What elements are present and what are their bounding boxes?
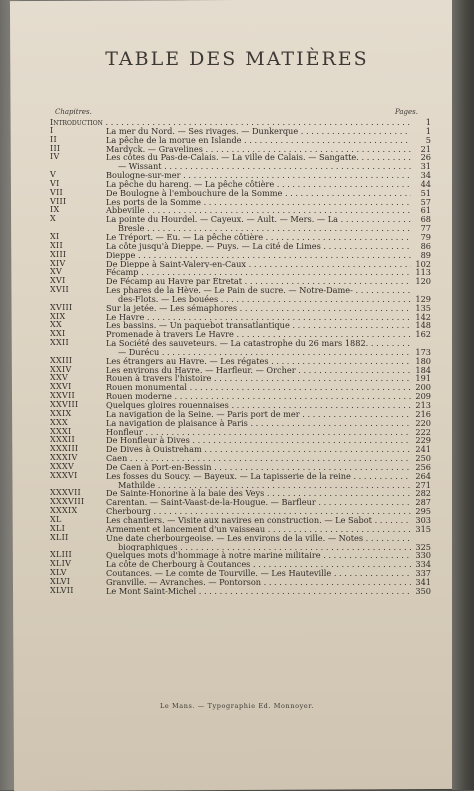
chapter-title: La Société des sauveteurs. — La catastrophe du 26 mars 1882. . . . — [106, 339, 411, 348]
chapter-number: XIII — [50, 249, 67, 259]
chapter-number: XXXVI — [50, 470, 78, 480]
page-number: 250 — [415, 453, 431, 464]
toc-entry — [50, 410, 431, 419]
chapter-title: Armement et lancement d'un vaisseau . . . — [106, 525, 411, 534]
page-number: 337 — [415, 568, 431, 579]
chapter-number: XLV — [50, 568, 67, 578]
toc-entry — [50, 374, 431, 383]
toc-entry — [50, 180, 431, 189]
page-title: TABLE DES MATIÈRES — [105, 48, 369, 70]
page-number: 216 — [415, 408, 431, 419]
chapter-title: Mardyck. — Gravelines . . . — [106, 145, 411, 154]
chapter-title: Les chantiers. — Visite aux navires en construction. — Le Sabot . . . — [106, 516, 411, 525]
page-number: 173 — [415, 346, 431, 357]
toc-entry — [50, 313, 431, 322]
chapter-title: Les bassins. — Un paquebot transatlantique . . . — [106, 321, 411, 330]
chapter-title: Carentan. — Saint-Vaast-de-la-Hougue. — Barfleur . . . — [106, 498, 411, 507]
page-number: 31 — [420, 161, 431, 172]
chapter-number: XXXII — [50, 435, 75, 445]
chapter-title: — Wissant . . . — [106, 162, 411, 171]
chapter-title: Coutances. — Le comte de Tourville. — Les Hauteville . . . — [106, 569, 411, 578]
chapter-title: Rouen moderne . . . — [106, 392, 411, 401]
toc-entry — [50, 145, 431, 154]
chapter-title: Introduction . . . — [50, 118, 411, 127]
toc-entry — [50, 260, 431, 269]
chapter-number: IX — [50, 205, 60, 215]
toc-entry — [50, 489, 431, 498]
chapter-number: XX — [50, 320, 62, 330]
chapter-number: I — [50, 125, 54, 135]
page-number: 5 — [425, 134, 431, 145]
toc-entry — [50, 330, 431, 339]
toc-entry — [50, 525, 431, 534]
toc-entry — [50, 162, 431, 171]
chapter-number: XXX — [50, 417, 68, 427]
toc-entry — [50, 383, 431, 392]
page-number: 1 — [425, 117, 431, 127]
chapter-title: De Dives à Ouistreham . . . — [106, 445, 411, 454]
pages-column-header: Pages. — [394, 108, 418, 116]
toc-entry — [50, 118, 431, 127]
chapter-title: De Boulogne à l'embouchure de la Somme . . . — [106, 189, 411, 198]
chapter-number: XIV — [50, 258, 66, 268]
chapter-number: XXV — [50, 373, 69, 383]
chapter-number: XXI — [50, 329, 66, 339]
chapter-title: Mathilde . . . — [106, 481, 411, 490]
toc-entry — [50, 136, 431, 145]
page-number: 102 — [415, 258, 431, 269]
toc-entry — [50, 198, 431, 207]
page-number: 295 — [415, 506, 431, 517]
page-number: 220 — [415, 417, 431, 428]
chapter-number: X — [50, 214, 56, 224]
chapter-title: La mer du Nord. — Ses rivages. — Dunkerque . . . — [106, 127, 411, 136]
toc-entry — [50, 153, 431, 162]
chapter-title: La côte jusqu'à Dieppe. — Puys. — La cité de Limes . . . — [106, 242, 411, 251]
chapter-number: XLIV — [50, 559, 72, 569]
chapter-title: La pointe du Hourdel. — Cayeux. — Ault. — Mers. — La . . . — [106, 215, 411, 224]
chapter-title: Dieppe . . . — [106, 251, 411, 260]
chapter-title: De Fécamp au Havre par Étretat . . . — [106, 277, 411, 286]
chapter-number: XII — [50, 240, 63, 250]
toc-entry — [50, 366, 431, 375]
toc-entry — [50, 392, 431, 401]
chapter-number: XXXVIII — [50, 497, 85, 507]
toc-entry — [50, 171, 431, 180]
chapter-title: Bresle . . . — [106, 224, 411, 233]
chapter-number: III — [50, 143, 61, 153]
page-number: 229 — [415, 435, 431, 446]
chapter-title: Les étrangers au Havre. — Les régates . . . — [106, 357, 411, 366]
toc-entry — [50, 472, 431, 481]
page-number: 120 — [415, 276, 431, 287]
page-number: 142 — [415, 311, 431, 322]
chapter-title: Le Mont Saint-Michel . . . — [106, 587, 411, 596]
chapter-number: XXXVII — [50, 488, 81, 498]
chapter-number: XLI — [50, 523, 66, 533]
page-number: 200 — [415, 382, 431, 393]
chapter-number: II — [50, 134, 57, 144]
chapter-title: Le Havre . . . — [106, 313, 411, 322]
toc-entry — [50, 242, 431, 251]
page-number: 213 — [415, 400, 431, 410]
chapter-number: XXXIX — [50, 506, 78, 516]
chapter-number: VI — [50, 178, 60, 188]
page-number: 89 — [420, 249, 431, 260]
toc-entry — [50, 189, 431, 198]
toc-entry — [50, 569, 431, 578]
toc-entry — [50, 587, 431, 596]
page-number: 113 — [415, 267, 431, 278]
chapter-title: Fécamp . . . — [106, 268, 411, 277]
page-number: 61 — [420, 205, 431, 216]
toc-entry — [50, 445, 431, 454]
chapter-title: De Honfleur à Dives . . . — [106, 436, 411, 445]
chapter-number: XLIII — [50, 550, 72, 560]
chapter-title: Abbeville . . . — [106, 206, 411, 215]
toc-entry — [50, 516, 431, 525]
chapter-number: XLII — [50, 532, 69, 542]
page-number: 209 — [415, 391, 431, 402]
page-number: 330 — [415, 550, 431, 561]
toc-entry — [50, 543, 431, 552]
chapter-number: XXXIII — [50, 444, 79, 454]
toc-entry — [50, 233, 431, 242]
page-number: 86 — [420, 240, 431, 251]
toc-entry — [50, 560, 431, 569]
chapter-title: Rouen à travers l'histoire . . . — [106, 374, 411, 383]
toc-entry — [50, 127, 431, 136]
page-number: 129 — [415, 293, 431, 304]
chapter-title: La navigation de la Seine. — Paris port de mer . . . — [106, 410, 411, 419]
chapter-number: XVI — [50, 276, 66, 286]
chapter-number: XXIV — [50, 364, 72, 374]
page-number: 341 — [415, 576, 431, 587]
chapter-number: XLVI — [50, 576, 71, 586]
chapter-title: De Sainte-Honorine à la baie des Veys . . . — [106, 489, 411, 498]
chapter-number: XIX — [50, 311, 66, 321]
chapter-number: IV — [50, 152, 60, 162]
page-number: 334 — [415, 559, 431, 570]
chapter-title: Les côtes du Pas-de-Calais. — La ville de Calais. — Sangatte. . . . — [106, 153, 411, 162]
toc-entry — [50, 251, 431, 260]
chapter-title: Les fosses du Soucy. — Bayeux. — La tapisserie de la reine . . . — [106, 472, 411, 481]
chapter-number: XXVII — [50, 391, 75, 401]
toc-entry — [50, 481, 431, 490]
toc-entry — [50, 419, 431, 428]
toc-entry — [50, 463, 431, 472]
chapter-title: Honfleur . . . — [106, 428, 411, 437]
page-number: 57 — [420, 196, 431, 207]
page-number: 77 — [420, 223, 431, 234]
chapter-title: Les phares de la Hève. — Le Pain de sucre. — Notre-Dame- . . . — [106, 286, 411, 295]
chapter-number: XXIX — [50, 408, 72, 418]
toc-entry — [50, 206, 431, 215]
chapter-number: VII — [50, 187, 63, 197]
page-number: 350 — [415, 585, 431, 596]
chapter-title: Promenade à travers Le Havre . . . — [106, 330, 411, 339]
table-of-contents — [50, 118, 431, 596]
chapter-number: XXII — [50, 338, 69, 348]
page-number: 303 — [415, 514, 431, 525]
chapter-number: XI — [50, 231, 60, 241]
chapter-number: XXIII — [50, 355, 73, 365]
chapter-number: XXVIII — [50, 400, 79, 409]
toc-entry — [50, 295, 431, 304]
toc-entry — [50, 357, 431, 366]
chapter-title: Sur la jetée. — Les sémaphores . . . — [106, 304, 411, 313]
toc-entry — [50, 215, 431, 224]
chapter-number: XXXIV — [50, 453, 78, 463]
chapter-number: XXXI — [50, 426, 72, 436]
toc-entry — [50, 304, 431, 313]
page-number: 51 — [420, 187, 431, 198]
page-number: 68 — [420, 214, 431, 225]
toc-entry — [50, 321, 431, 330]
page-number: 256 — [415, 461, 431, 472]
chapter-title: des-Flots. — Les bouées . . . — [106, 295, 411, 304]
chapter-number: XXXV — [50, 461, 75, 471]
toc-entry — [50, 224, 431, 233]
toc-entry — [50, 401, 431, 410]
chapter-number: VIII — [50, 196, 67, 206]
chapter-number: V — [50, 170, 57, 180]
chapter-title: La pêche du hareng. — La pêche côtière . . . — [106, 180, 411, 189]
chapter-number: XVIII — [50, 302, 73, 312]
page-number: 282 — [415, 488, 431, 499]
chapter-title: Une date cherbourgeoise. — Les environs de la ville. — Notes . . . — [106, 534, 411, 543]
chapter-title: De Dieppe à Saint-Valery-en-Caux . . . — [106, 260, 411, 269]
toc-entry — [50, 551, 431, 560]
chapter-title: Rouen monumental . . . — [106, 383, 411, 392]
chapter-title: Boulogne-sur-mer . . . — [106, 171, 411, 180]
page-number: 287 — [415, 497, 431, 508]
chapter-title: Quelques mots d'hommage à notre marine militaire . . . — [106, 551, 411, 560]
chapter-title: Cherbourg . . . — [106, 507, 411, 516]
chapter-title: La navigation de plaisance à Paris . . . — [106, 419, 411, 428]
toc-entry — [50, 348, 431, 357]
page-number: 79 — [420, 231, 431, 242]
page-number: 162 — [415, 329, 431, 340]
printer-footer: Le Mans. — Typographie Ed. Monnoyer. — [159, 702, 314, 710]
page-number: 135 — [415, 302, 431, 313]
chapter-number: XXVI — [50, 382, 72, 392]
chapter-number: XLVII — [50, 585, 74, 595]
page-number: 271 — [415, 479, 431, 490]
toc-entry — [50, 277, 431, 286]
page-number: 325 — [415, 541, 431, 552]
chapter-title: Le Tréport. — Eu. — La pêche côtière . . . — [106, 233, 411, 242]
toc-entry — [50, 498, 431, 507]
page-number: 44 — [420, 178, 431, 189]
page-number: 21 — [420, 143, 431, 154]
page-number: 184 — [415, 364, 431, 375]
page-number: 1 — [425, 125, 431, 136]
chapter-number: XV — [50, 267, 63, 277]
page-number: 148 — [415, 320, 431, 331]
chapter-title: Granville. — Avranches. — Pontorson . . . — [106, 578, 411, 587]
chapter-title: De Caen à Port-en-Bessin . . . — [106, 463, 411, 472]
chapter-title: — Durécu . . . — [106, 348, 411, 357]
page-number: 264 — [415, 470, 431, 481]
toc-entry — [50, 436, 431, 445]
toc-entry — [50, 428, 431, 437]
chapters-column-header: Chapitres. — [55, 108, 92, 116]
toc-entry — [50, 454, 431, 463]
chapter-number: XL — [50, 514, 62, 524]
page-number: 315 — [415, 523, 431, 534]
chapter-title: Les ports de la Somme . . . — [106, 198, 411, 207]
toc-entry — [50, 534, 431, 543]
chapter-title: Quelques gloires rouennaises . . . — [106, 401, 411, 410]
page-edge-shadow — [452, 0, 474, 790]
chapter-title: Caen . . . — [106, 454, 411, 463]
toc-entry — [50, 268, 431, 277]
page-number: 34 — [420, 170, 431, 181]
page-number: 222 — [415, 426, 431, 437]
chapter-title: La pêche de la morue en Islande . . . — [106, 136, 411, 145]
toc-entry — [50, 507, 431, 516]
chapter-number: XVII — [50, 285, 69, 295]
page-number: 191 — [415, 373, 431, 384]
chapter-title: biographiques . . . — [106, 543, 411, 552]
toc-entry — [50, 339, 431, 348]
chapter-title: Les environs du Havre. — Harfleur. — Orcher . . . — [106, 366, 411, 375]
toc-entry — [50, 286, 431, 295]
page-number: 26 — [420, 152, 431, 163]
page-number: 241 — [415, 444, 431, 455]
page-number: 180 — [415, 355, 431, 366]
chapter-title: La côte de Cherbourg à Coutances . . . — [106, 560, 411, 569]
toc-entry — [50, 578, 431, 587]
